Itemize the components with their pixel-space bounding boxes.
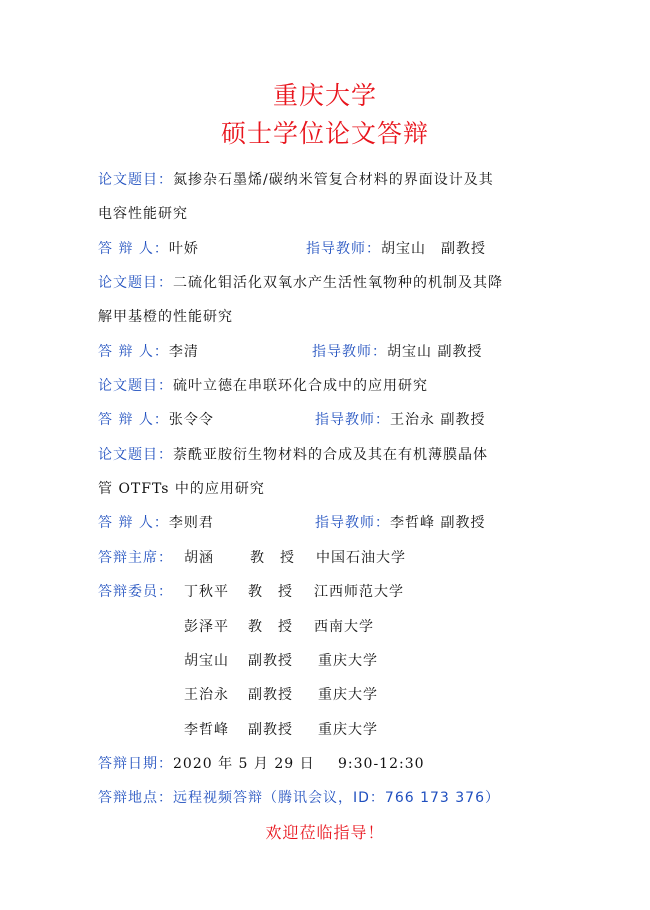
committee-rank: 副教授 [248, 722, 293, 738]
welcome-message: 欢迎莅临指导！ [265, 823, 385, 842]
defender-name: 李清 [168, 344, 199, 360]
thesis-2-title [98, 274, 503, 292]
committee-label: 答辩委员： [98, 584, 173, 600]
supervisor-label: 指导教师： [315, 412, 390, 428]
defender-label: 答 辩 人： [98, 241, 169, 257]
supervisor-name: 胡宝山 副教授 [387, 344, 483, 360]
thesis-2-title-cont: 解甲基橙的性能研究 [98, 309, 233, 325]
committee-org: 江西师范大学 [314, 584, 404, 600]
thesis-title-text: 萘酰亚胺衍生物材料的合成及其在有机薄膜晶体 [173, 447, 488, 463]
date-row [98, 755, 558, 773]
supervisor-name: 李哲峰 副教授 [390, 515, 486, 531]
thesis-title-label: 论文题目： [98, 172, 173, 188]
thesis-title-label: 论文题目： [98, 447, 173, 463]
committee-org: 西南大学 [314, 619, 374, 635]
chair-name: 胡涵 [184, 550, 214, 566]
date-label: 答辩日期： [98, 756, 173, 772]
page-title: 硕士学位论文答辩 [220, 119, 429, 148]
thesis-1-title [98, 171, 494, 189]
supervisor-label: 指导教师： [306, 241, 381, 257]
committee-name: 胡宝山 [184, 653, 229, 669]
defender-name: 叶娇 [168, 241, 199, 257]
supervisor-name: 王治永 副教授 [390, 412, 486, 428]
committee-org: 重庆大学 [318, 687, 378, 703]
thesis-3-title [98, 377, 428, 395]
university-title: 重庆大学 [272, 81, 377, 110]
thesis-title-text: 氮掺杂石墨烯/碳纳米管复合材料的界面设计及其 [173, 172, 494, 188]
thesis-title-text: 硫叶立德在串联环化合成中的应用研究 [173, 378, 428, 394]
location-row [98, 789, 500, 807]
defender-name: 张令令 [168, 412, 214, 428]
committee-name: 王治永 [184, 687, 229, 703]
committee-rank: 副教授 [248, 687, 293, 703]
chair-rank: 教 授 [250, 550, 295, 566]
defender-label: 答 辩 人： [98, 515, 169, 531]
committee-rank: 教 授 [248, 619, 293, 635]
committee-name: 丁秋平 [184, 584, 229, 600]
thesis-4-title-cont: 管 OTFTs 中的应用研究 [98, 481, 265, 497]
chair-org: 中国石油大学 [316, 550, 406, 566]
thesis-1-people [98, 240, 558, 258]
date-time: 9:30-12:30 [338, 756, 425, 772]
thesis-4-title [98, 446, 488, 464]
supervisor-label: 指导教师： [315, 515, 390, 531]
thesis-2-people [98, 343, 558, 361]
thesis-4-people [98, 514, 558, 532]
committee-name: 彭泽平 [184, 619, 229, 635]
thesis-3-people [98, 411, 558, 429]
committee-rank: 副教授 [248, 653, 293, 669]
committee-org: 重庆大学 [318, 722, 378, 738]
thesis-title-text: 二硫化钼活化双氧水产生活性氧物种的机制及其降 [173, 275, 503, 291]
committee-row-1 [98, 583, 558, 601]
supervisor-name: 胡宝山 副教授 [381, 241, 486, 257]
defender-name: 李则君 [168, 515, 214, 531]
chair-label: 答辩主席： [98, 550, 173, 566]
committee-name: 李哲峰 [184, 722, 229, 738]
committee-rank: 教 授 [248, 584, 293, 600]
location-text: 远程视频答辩（腾讯会议，ID：766 173 376） [173, 790, 500, 806]
thesis-title-label: 论文题目： [98, 378, 173, 394]
thesis-1-title-cont: 电容性能研究 [98, 206, 188, 222]
thesis-title-label: 论文题目： [98, 275, 173, 291]
defender-label: 答 辩 人： [98, 344, 169, 360]
supervisor-label: 指导教师： [312, 344, 387, 360]
date-day: 2020 年 5 月 29 日 [173, 756, 315, 772]
location-label: 答辩地点： [98, 790, 173, 806]
chair-row [98, 549, 558, 567]
defender-label: 答 辩 人： [98, 412, 169, 428]
committee-org: 重庆大学 [318, 653, 378, 669]
